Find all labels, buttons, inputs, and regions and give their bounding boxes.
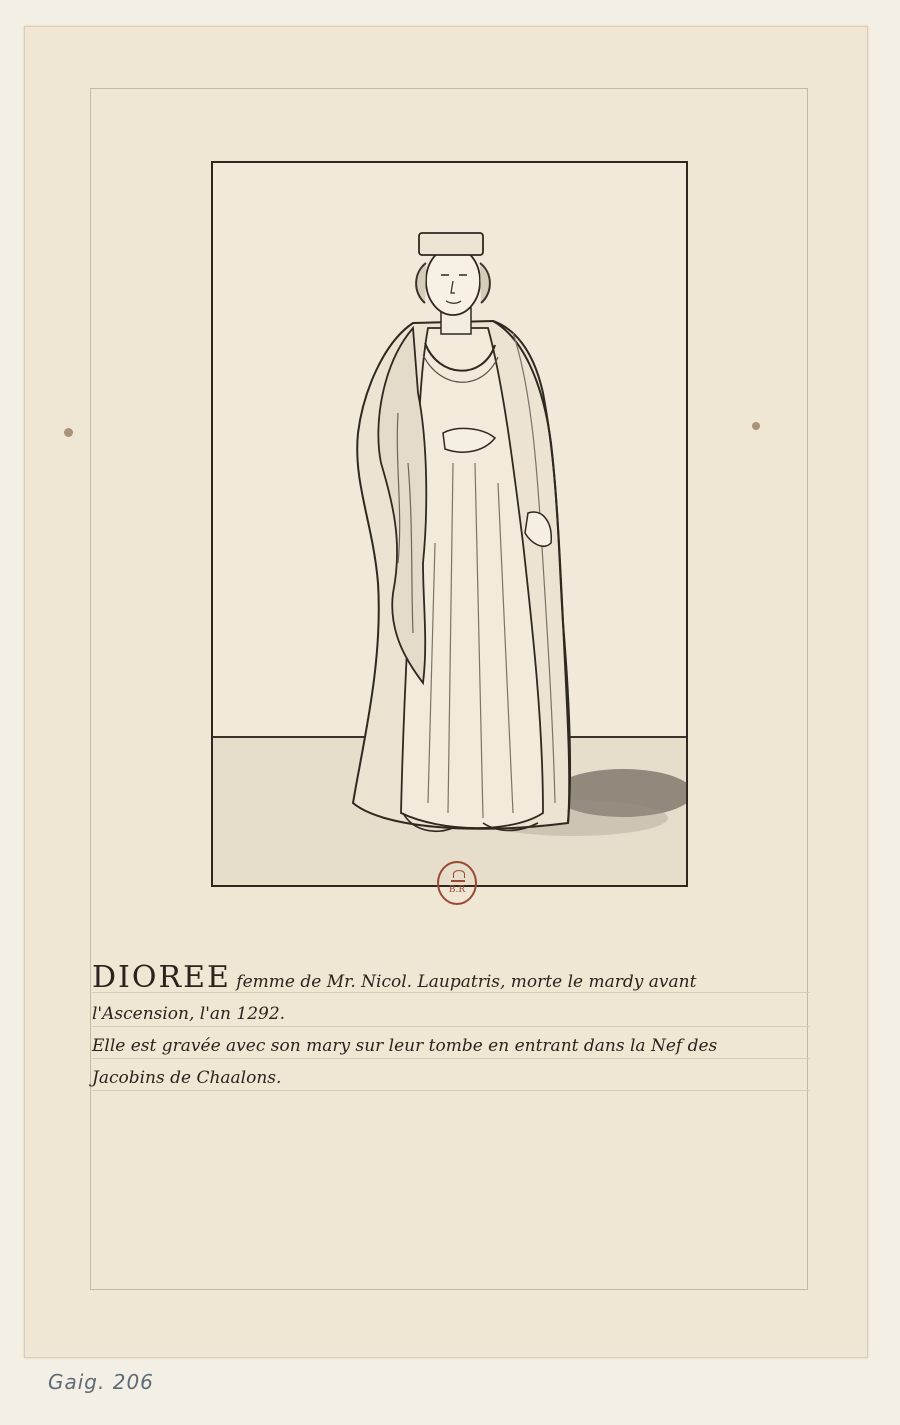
caption-line-1-text: femme de Mr. Nicol. Laupatris, morte le mardy avant [236,972,697,992]
foxing-spot [752,422,760,430]
caption-line-1 [92,962,812,998]
figure-drawing [213,163,686,885]
drawing-panel [211,161,688,887]
foxing-spot [64,428,73,437]
caption-line-3: Elle est gravée avec son mary sur leur tombe en entrant dans la Nef des [92,1036,718,1056]
library-stamp [437,861,477,905]
caption-block [92,962,812,1094]
shelfmark: Gaig. 206 [48,1370,154,1394]
stamp-label: B.R [448,885,466,895]
crown-icon [451,870,465,882]
caption-line-4: Jacobins de Chaalons. [92,1068,282,1088]
caption-initial: DIOREE [92,960,231,995]
caption-line-2: l'Ascension, l'an 1292. [92,1004,286,1024]
